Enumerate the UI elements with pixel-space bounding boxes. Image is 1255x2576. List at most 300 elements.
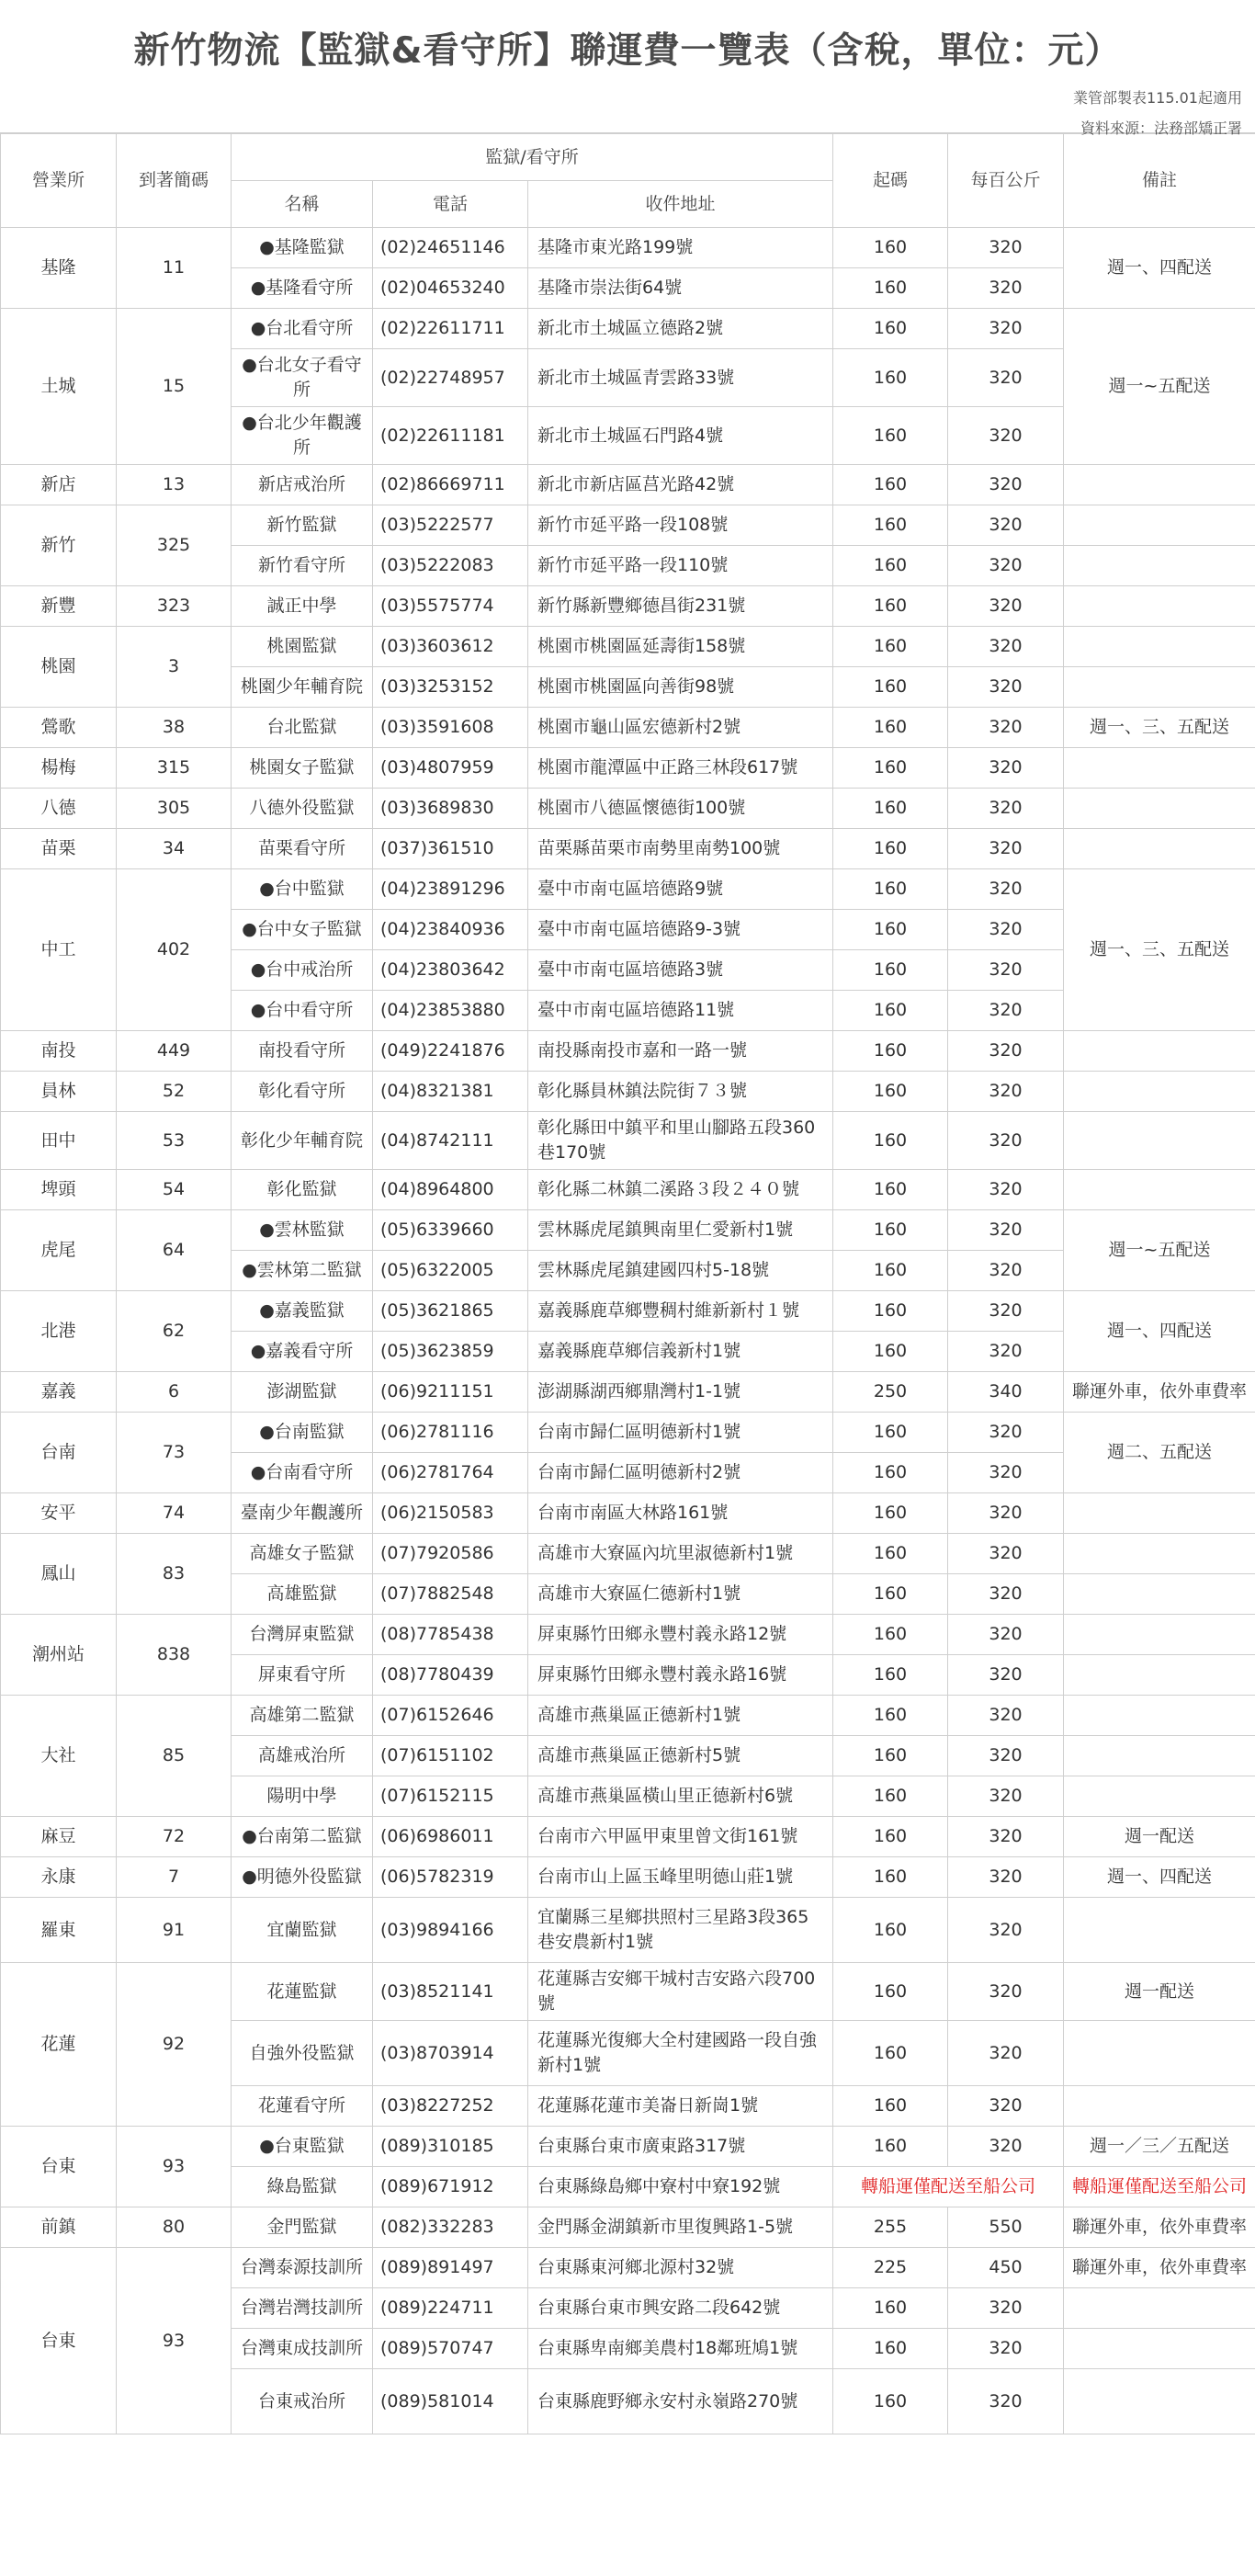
start-rate-cell: 160: [833, 1332, 948, 1372]
start-rate-cell: 160: [833, 1898, 948, 1963]
facility-name-cell: ●台東監獄: [232, 2127, 373, 2167]
code-cell: 93: [117, 2248, 232, 2434]
facility-name-cell: 自強外役監獄: [232, 2021, 373, 2086]
per100kg-rate-cell: 320: [948, 1112, 1064, 1170]
phone-cell: (04)8742111: [373, 1112, 528, 1170]
start-rate-cell: 160: [833, 2127, 948, 2167]
office-cell: 中工: [1, 869, 117, 1031]
per100kg-rate-cell: 320: [948, 1776, 1064, 1817]
note-cell: [1064, 829, 1255, 869]
per100kg-rate-cell: 320: [948, 465, 1064, 505]
code-cell: 52: [117, 1072, 232, 1112]
per100kg-rate-cell: 320: [948, 2086, 1064, 2127]
address-cell: 雲林縣虎尾鎮建國四村5-18號: [528, 1251, 833, 1291]
address-cell: 台南市六甲區甲東里曾文街161號: [528, 1817, 833, 1857]
per100kg-rate-cell: 320: [948, 546, 1064, 586]
note-cell: [1064, 505, 1255, 546]
phone-cell: (02)22611711: [373, 309, 528, 349]
code-cell: 315: [117, 748, 232, 789]
office-cell: 田中: [1, 1112, 117, 1170]
facility-name-cell: 花蓮看守所: [232, 2086, 373, 2127]
office-cell: 楊梅: [1, 748, 117, 789]
address-cell: 台東縣台東市興安路二段642號: [528, 2288, 833, 2329]
per100kg-rate-cell: 320: [948, 1817, 1064, 1857]
table-row: [1, 789, 1255, 829]
phone-cell: (089)671912: [373, 2167, 528, 2207]
phone-cell: (05)3623859: [373, 1332, 528, 1372]
per100kg-rate-cell: 320: [948, 309, 1064, 349]
per100kg-rate-cell: 320: [948, 950, 1064, 991]
address-cell: 桃園市桃園區向善街98號: [528, 667, 833, 708]
phone-cell: (02)04653240: [373, 268, 528, 309]
note-cell: 週一~五配送: [1064, 1210, 1255, 1291]
facility-name-cell: ●台中監獄: [232, 869, 373, 910]
table-row: [1, 1963, 1255, 2021]
start-rate-cell: 250: [833, 1372, 948, 1413]
office-cell: 潮州站: [1, 1615, 117, 1696]
address-cell: 新北市新店區莒光路42號: [528, 465, 833, 505]
table-body: [1, 228, 1255, 2434]
code-cell: 38: [117, 708, 232, 748]
per100kg-rate-cell: 320: [948, 748, 1064, 789]
phone-cell: (089)581014: [373, 2369, 528, 2434]
table-row: [1, 2207, 1255, 2248]
per100kg-rate-cell: 320: [948, 1453, 1064, 1493]
office-cell: 前鎮: [1, 2207, 117, 2248]
note-cell: [1064, 1072, 1255, 1112]
phone-cell: (04)23840936: [373, 910, 528, 950]
note-cell: 週一、三、五配送: [1064, 708, 1255, 748]
start-rate-cell: 160: [833, 586, 948, 627]
phone-cell: (04)23803642: [373, 950, 528, 991]
facility-name-cell: 臺南少年觀護所: [232, 1493, 373, 1534]
address-cell: 臺中市南屯區培德路9-3號: [528, 910, 833, 950]
phone-cell: (08)7780439: [373, 1655, 528, 1696]
address-cell: 嘉義縣鹿草鄉信義新村1號: [528, 1332, 833, 1372]
office-cell: 北港: [1, 1291, 117, 1372]
per100kg-rate-cell: 320: [948, 627, 1064, 667]
code-cell: 449: [117, 1031, 232, 1072]
phone-cell: (03)4807959: [373, 748, 528, 789]
per100kg-rate-cell: 340: [948, 1372, 1064, 1413]
phone-cell: (05)6322005: [373, 1251, 528, 1291]
address-cell: 臺中市南屯區培德路11號: [528, 991, 833, 1031]
office-cell: 鳳山: [1, 1534, 117, 1615]
start-rate-cell: 160: [833, 1413, 948, 1453]
address-cell: 新北市土城區青雲路33號: [528, 349, 833, 407]
note-cell: 週一配送: [1064, 1963, 1255, 2021]
facility-name-cell: 桃園監獄: [232, 627, 373, 667]
phone-cell: (07)6151102: [373, 1736, 528, 1776]
facility-name-cell: 澎湖監獄: [232, 1372, 373, 1413]
note-cell: [1064, 627, 1255, 667]
phone-cell: (03)8227252: [373, 2086, 528, 2127]
facility-name-cell: 台灣屏東監獄: [232, 1615, 373, 1655]
code-cell: 3: [117, 627, 232, 708]
code-cell: 64: [117, 1210, 232, 1291]
code-cell: 85: [117, 1696, 232, 1817]
per100kg-rate-cell: 320: [948, 667, 1064, 708]
code-cell: 93: [117, 2127, 232, 2207]
start-rate-cell: 160: [833, 1210, 948, 1251]
start-rate-cell: 160: [833, 789, 948, 829]
facility-name-cell: 誠正中學: [232, 586, 373, 627]
start-rate-cell: 160: [833, 910, 948, 950]
phone-cell: (06)6986011: [373, 1817, 528, 1857]
address-cell: 雲林縣虎尾鎮興南里仁愛新村1號: [528, 1210, 833, 1251]
start-rate-cell: 160: [833, 1817, 948, 1857]
address-cell: 基隆市崇法街64號: [528, 268, 833, 309]
phone-cell: (02)22611181: [373, 407, 528, 465]
per100kg-rate-cell: 320: [948, 349, 1064, 407]
start-rate-cell: 160: [833, 1072, 948, 1112]
table-row: [1, 586, 1255, 627]
facility-name-cell: 高雄女子監獄: [232, 1534, 373, 1574]
office-cell: 花蓮: [1, 1963, 117, 2127]
start-rate-cell: 160: [833, 1112, 948, 1170]
facility-name-cell: 新竹看守所: [232, 546, 373, 586]
phone-cell: (03)5575774: [373, 586, 528, 627]
facility-name-cell: ●雲林第二監獄: [232, 1251, 373, 1291]
code-cell: 74: [117, 1493, 232, 1534]
facility-name-cell: 台灣岩灣技訓所: [232, 2288, 373, 2329]
start-rate-cell: 160: [833, 1453, 948, 1493]
note-cell: [1064, 2369, 1255, 2434]
start-rate-cell: 160: [833, 2086, 948, 2127]
per100kg-rate-cell: 320: [948, 1031, 1064, 1072]
phone-cell: (06)2781764: [373, 1453, 528, 1493]
table-row: [1, 1857, 1255, 1898]
address-cell: 台東縣東河鄉北源村32號: [528, 2248, 833, 2288]
note-cell: [1064, 2086, 1255, 2127]
address-cell: 金門縣金湖鎮新市里復興路1-5號: [528, 2207, 833, 2248]
start-rate-cell: 160: [833, 1857, 948, 1898]
note-cell: 週一／三／五配送: [1064, 2127, 1255, 2167]
facility-name-cell: ●台南第二監獄: [232, 1817, 373, 1857]
address-cell: 花蓮縣花蓮市美崙日新崗1號: [528, 2086, 833, 2127]
table-row: [1, 1534, 1255, 1574]
table-row: [1, 228, 1255, 268]
start-rate-cell: 160: [833, 1696, 948, 1736]
phone-cell: (04)23891296: [373, 869, 528, 910]
facility-name-cell: 花蓮監獄: [232, 1963, 373, 2021]
facility-name-cell: 宜蘭監獄: [232, 1898, 373, 1963]
facility-name-cell: ●台北少年觀護所: [232, 407, 373, 465]
start-rate-cell: 160: [833, 1776, 948, 1817]
table-row: [1, 1615, 1255, 1655]
note-cell: [1064, 1574, 1255, 1615]
facility-name-cell: 苗栗看守所: [232, 829, 373, 869]
address-cell: 新竹市延平路一段108號: [528, 505, 833, 546]
facility-name-cell: 桃園女子監獄: [232, 748, 373, 789]
address-cell: 高雄市大寮區仁德新村1號: [528, 1574, 833, 1615]
freight-rate-table: [0, 132, 1255, 2434]
per100kg-rate-cell: 320: [948, 228, 1064, 268]
note-cell: [1064, 1112, 1255, 1170]
per100kg-rate-cell: 320: [948, 2329, 1064, 2369]
start-rate-cell: 160: [833, 950, 948, 991]
address-cell: 宜蘭縣三星鄉拱照村三星路3段365巷安農新村1號: [528, 1898, 833, 1963]
phone-cell: (03)5222083: [373, 546, 528, 586]
code-cell: 838: [117, 1615, 232, 1696]
table-row: [1, 505, 1255, 546]
address-cell: 台南市歸仁區明德新村2號: [528, 1453, 833, 1493]
header-start: 起碼: [833, 133, 948, 228]
note-cell: [1064, 1031, 1255, 1072]
per100kg-rate-cell: 320: [948, 2369, 1064, 2434]
start-rate-cell: 160: [833, 2288, 948, 2329]
note-cell: [1064, 1776, 1255, 1817]
note-cell: [1064, 1696, 1255, 1736]
facility-name-cell: ●台中戒治所: [232, 950, 373, 991]
code-cell: 13: [117, 465, 232, 505]
note-cell: 週一、四配送: [1064, 1291, 1255, 1372]
table-row: [1, 1210, 1255, 1251]
office-cell: 埤頭: [1, 1170, 117, 1210]
facility-name-cell: 台東戒治所: [232, 2369, 373, 2434]
phone-cell: (03)3591608: [373, 708, 528, 748]
start-rate-cell: 160: [833, 869, 948, 910]
facility-name-cell: ●基隆看守所: [232, 268, 373, 309]
start-rate-cell: 160: [833, 268, 948, 309]
address-cell: 桃園市龍潭區中正路三林段617號: [528, 748, 833, 789]
address-cell: 桃園市龜山區宏德新村2號: [528, 708, 833, 748]
code-cell: 34: [117, 829, 232, 869]
office-cell: 虎尾: [1, 1210, 117, 1291]
note-cell: 轉船運僅配送至船公司: [1064, 2167, 1255, 2207]
per100kg-rate-cell: 320: [948, 2288, 1064, 2329]
address-cell: 台東縣卑南鄉美農村18鄰班鳩1號: [528, 2329, 833, 2369]
start-rate-cell: 160: [833, 1031, 948, 1072]
header-address: 收件地址: [528, 181, 833, 228]
facility-name-cell: ●台南看守所: [232, 1453, 373, 1493]
start-rate-cell: 160: [833, 309, 948, 349]
per100kg-rate-cell: 320: [948, 2127, 1064, 2167]
address-cell: 高雄市燕巢區正德新村5號: [528, 1736, 833, 1776]
facility-name-cell: 桃園少年輔育院: [232, 667, 373, 708]
address-cell: 花蓮縣光復鄉大全村建國路一段自強新村1號: [528, 2021, 833, 2086]
start-rate-cell: 160: [833, 1655, 948, 1696]
table-row: [1, 1413, 1255, 1453]
address-cell: 嘉義縣鹿草鄉豐稠村維新新村１號: [528, 1291, 833, 1332]
per100kg-rate-cell: 320: [948, 407, 1064, 465]
facility-name-cell: ●台中女子監獄: [232, 910, 373, 950]
office-cell: 麻豆: [1, 1817, 117, 1857]
note-cell: [1064, 2329, 1255, 2369]
facility-name-cell: 彰化監獄: [232, 1170, 373, 1210]
code-cell: 305: [117, 789, 232, 829]
start-rate-cell: 160: [833, 829, 948, 869]
table-row: [1, 1372, 1255, 1413]
start-rate-cell: 160: [833, 228, 948, 268]
code-cell: 402: [117, 869, 232, 1031]
code-cell: 15: [117, 309, 232, 465]
address-cell: 高雄市燕巢區橫山里正德新村6號: [528, 1776, 833, 1817]
facility-name-cell: 高雄戒治所: [232, 1736, 373, 1776]
meta-issuer: 業管部製表115.01起適用: [1073, 89, 1242, 107]
code-cell: 73: [117, 1413, 232, 1493]
code-cell: 325: [117, 505, 232, 586]
phone-cell: (06)2150583: [373, 1493, 528, 1534]
address-cell: 臺中市南屯區培德路9號: [528, 869, 833, 910]
code-cell: 53: [117, 1112, 232, 1170]
office-cell: 員林: [1, 1072, 117, 1112]
table-row: [1, 627, 1255, 667]
table-row: [1, 309, 1255, 349]
office-cell: 新竹: [1, 505, 117, 586]
note-cell: [1064, 586, 1255, 627]
phone-cell: (06)2781116: [373, 1413, 528, 1453]
per100kg-rate-cell: 320: [948, 1655, 1064, 1696]
facility-name-cell: 南投看守所: [232, 1031, 373, 1072]
code-cell: 80: [117, 2207, 232, 2248]
facility-name-cell: 金門監獄: [232, 2207, 373, 2248]
note-cell: [1064, 1534, 1255, 1574]
per100kg-rate-cell: 320: [948, 991, 1064, 1031]
facility-name-cell: ●雲林監獄: [232, 1210, 373, 1251]
code-cell: 54: [117, 1170, 232, 1210]
per100kg-rate-cell: 320: [948, 2021, 1064, 2086]
start-rate-cell: 160: [833, 1251, 948, 1291]
start-rate-cell: 160: [833, 546, 948, 586]
start-rate-cell: 160: [833, 748, 948, 789]
address-cell: 新竹市延平路一段110號: [528, 546, 833, 586]
note-cell: [1064, 1615, 1255, 1655]
facility-name-cell: ●台北看守所: [232, 309, 373, 349]
address-cell: 屏東縣竹田鄉永豐村義永路16號: [528, 1655, 833, 1696]
facility-name-cell: 屏東看守所: [232, 1655, 373, 1696]
phone-cell: (05)3621865: [373, 1291, 528, 1332]
table-row: [1, 1696, 1255, 1736]
per100kg-rate-cell: 320: [948, 1072, 1064, 1112]
start-rate-cell: 160: [833, 1291, 948, 1332]
start-rate-cell: 160: [833, 2369, 948, 2434]
office-cell: 台東: [1, 2127, 117, 2207]
facility-name-cell: ●嘉義看守所: [232, 1332, 373, 1372]
note-cell: 週一配送: [1064, 1817, 1255, 1857]
phone-cell: (03)9894166: [373, 1898, 528, 1963]
phone-cell: (04)8964800: [373, 1170, 528, 1210]
start-rate-cell: 160: [833, 2021, 948, 2086]
per100kg-rate-cell: 320: [948, 910, 1064, 950]
phone-cell: (02)24651146: [373, 228, 528, 268]
note-cell: 週一、三、五配送: [1064, 869, 1255, 1031]
code-cell: 7: [117, 1857, 232, 1898]
per100kg-rate-cell: 320: [948, 789, 1064, 829]
code-cell: 72: [117, 1817, 232, 1857]
per100kg-rate-cell: 320: [948, 708, 1064, 748]
start-rate-cell: 160: [833, 991, 948, 1031]
facility-name-cell: ●台北女子看守所: [232, 349, 373, 407]
note-cell: [1064, 1170, 1255, 1210]
per100kg-rate-cell: 320: [948, 829, 1064, 869]
facility-name-cell: ●嘉義監獄: [232, 1291, 373, 1332]
address-cell: 台東縣台東市廣東路317號: [528, 2127, 833, 2167]
per100kg-rate-cell: 550: [948, 2207, 1064, 2248]
table-row: [1, 1817, 1255, 1857]
office-cell: 羅東: [1, 1898, 117, 1963]
address-cell: 新竹縣新豐鄉德昌街231號: [528, 586, 833, 627]
header-per100: 每百公斤: [948, 133, 1064, 228]
start-rate-cell: 160: [833, 1574, 948, 1615]
table-row: [1, 1112, 1255, 1170]
note-cell: 週一、四配送: [1064, 228, 1255, 309]
table-row: [1, 1898, 1255, 1963]
address-cell: 彰化縣員林鎮法院街７３號: [528, 1072, 833, 1112]
office-cell: 南投: [1, 1031, 117, 1072]
phone-cell: (07)7882548: [373, 1574, 528, 1615]
office-cell: 新店: [1, 465, 117, 505]
per100kg-rate-cell: 320: [948, 1413, 1064, 1453]
start-rate-cell: 160: [833, 505, 948, 546]
facility-name-cell: 新竹監獄: [232, 505, 373, 546]
per100kg-rate-cell: 320: [948, 586, 1064, 627]
office-cell: 嘉義: [1, 1372, 117, 1413]
table-row: [1, 2127, 1255, 2167]
start-rate-cell: 225: [833, 2248, 948, 2288]
facility-name-cell: ●明德外役監獄: [232, 1857, 373, 1898]
address-cell: 苗栗縣苗栗市南勢里南勢100號: [528, 829, 833, 869]
facility-name-cell: 台灣泰源技訓所: [232, 2248, 373, 2288]
code-cell: 83: [117, 1534, 232, 1615]
address-cell: 花蓮縣吉安鄉干城村吉安路六段700號: [528, 1963, 833, 2021]
facility-name-cell: 新店戒治所: [232, 465, 373, 505]
address-cell: 桃園市桃園區延壽街158號: [528, 627, 833, 667]
address-cell: 基隆市東光路199號: [528, 228, 833, 268]
phone-cell: (082)332283: [373, 2207, 528, 2248]
address-cell: 新北市土城區立德路2號: [528, 309, 833, 349]
note-cell: 週一~五配送: [1064, 309, 1255, 465]
note-cell: [1064, 2021, 1255, 2086]
address-cell: 屏東縣竹田鄉永豐村義永路12號: [528, 1615, 833, 1655]
note-cell: 聯運外車，依外車費率: [1064, 1372, 1255, 1413]
start-rate-cell: 160: [833, 1170, 948, 1210]
per100kg-rate-cell: 320: [948, 1210, 1064, 1251]
per100kg-rate-cell: 320: [948, 1251, 1064, 1291]
start-rate-cell: 160: [833, 349, 948, 407]
address-cell: 彰化縣二林鎮二溪路３段２４０號: [528, 1170, 833, 1210]
table-row: [1, 2248, 1255, 2288]
facility-name-cell: 八德外役監獄: [232, 789, 373, 829]
start-rate-cell: 160: [833, 1493, 948, 1534]
phone-cell: (049)2241876: [373, 1031, 528, 1072]
address-cell: 澎湖縣湖西鄉鼎灣村1-1號: [528, 1372, 833, 1413]
facility-name-cell: 高雄監獄: [232, 1574, 373, 1615]
phone-cell: (02)86669711: [373, 465, 528, 505]
per100kg-rate-cell: 320: [948, 1574, 1064, 1615]
address-cell: 桃園市八德區懷德街100號: [528, 789, 833, 829]
note-cell: 週一、四配送: [1064, 1857, 1255, 1898]
per100kg-rate-cell: 320: [948, 1170, 1064, 1210]
phone-cell: (07)6152115: [373, 1776, 528, 1817]
phone-cell: (06)5782319: [373, 1857, 528, 1898]
code-cell: 91: [117, 1898, 232, 1963]
note-cell: [1064, 546, 1255, 586]
address-cell: 臺中市南屯區培德路3號: [528, 950, 833, 991]
table-row: [1, 1493, 1255, 1534]
note-cell: [1064, 667, 1255, 708]
table-row: [1, 829, 1255, 869]
facility-name-cell: ●基隆監獄: [232, 228, 373, 268]
meta-source: 資料來源：法務部矯正署: [1080, 119, 1242, 137]
start-rate-cell: 160: [833, 1615, 948, 1655]
start-rate-cell: 160: [833, 1534, 948, 1574]
per100kg-rate-cell: 320: [948, 505, 1064, 546]
office-cell: 安平: [1, 1493, 117, 1534]
note-cell: [1064, 465, 1255, 505]
office-cell: 台南: [1, 1413, 117, 1493]
header-name: 名稱: [232, 181, 373, 228]
